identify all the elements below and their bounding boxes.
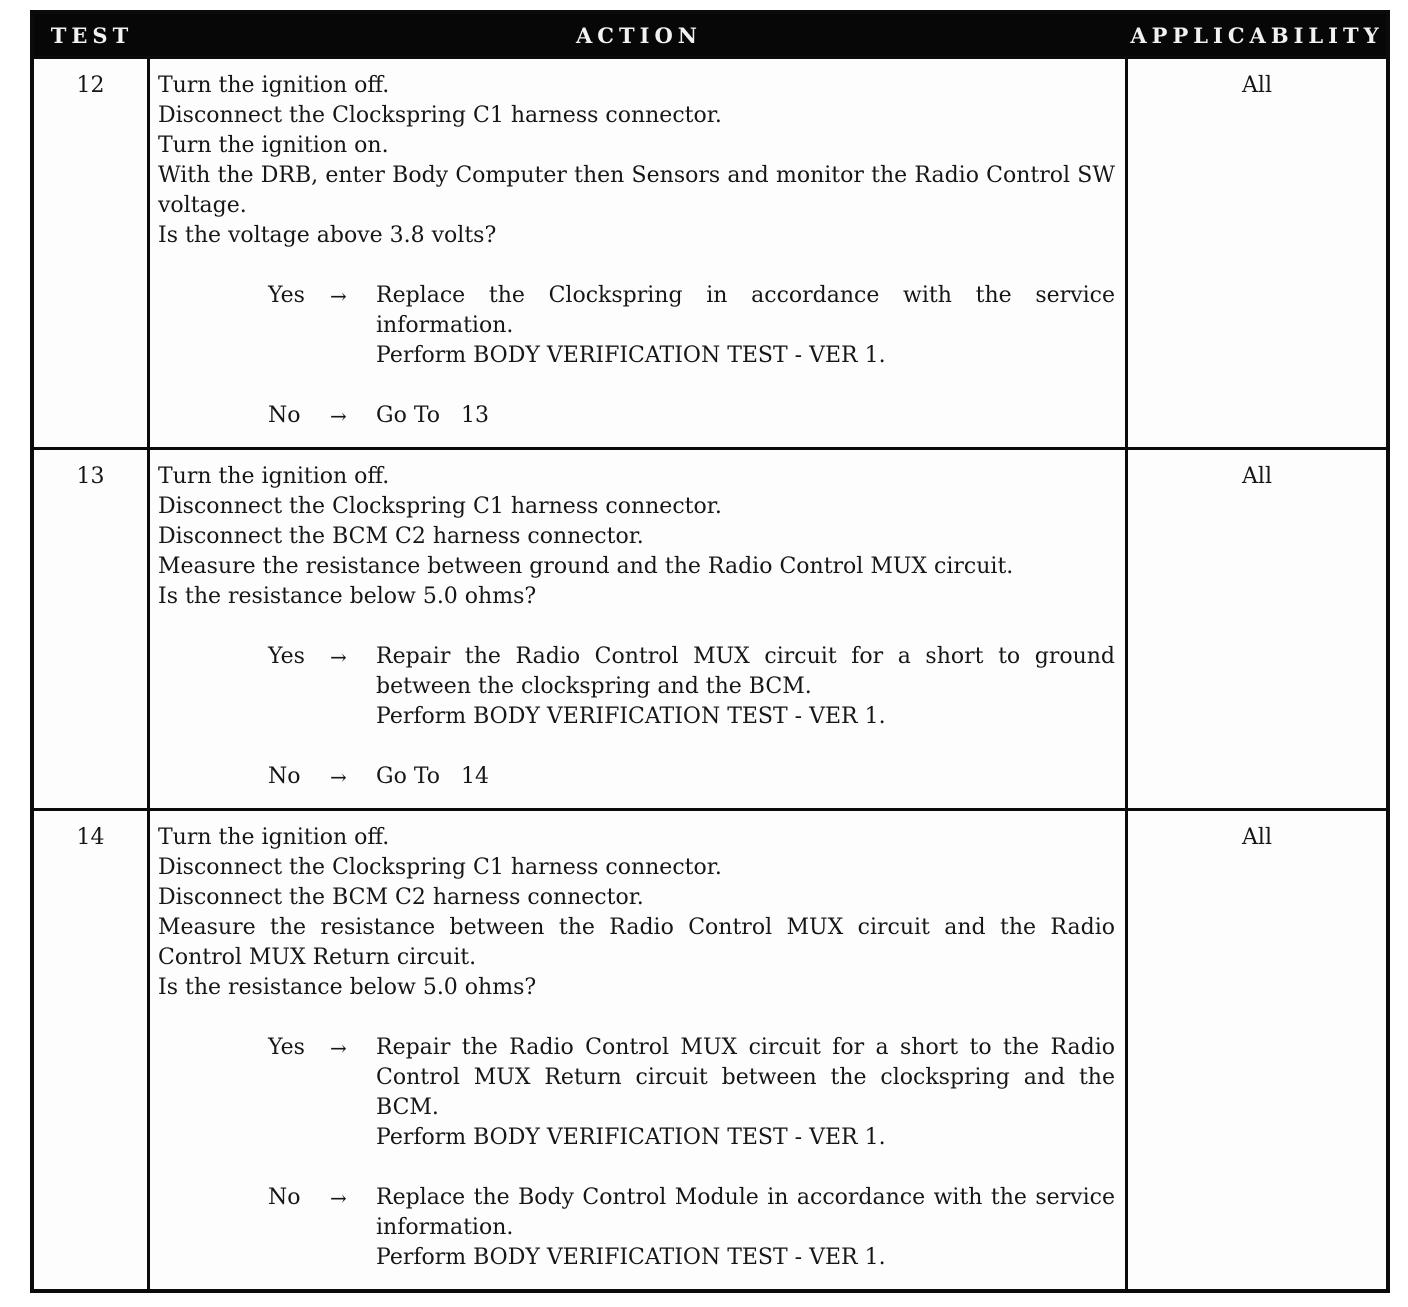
outcome-text: [376, 642, 1122, 732]
outcome-yes: [268, 281, 1122, 371]
test-number: 13: [34, 450, 150, 808]
outcome-label: Yes: [268, 644, 305, 669]
outcome-no: [268, 762, 1115, 792]
diagnostic-test-table: [30, 10, 1390, 1293]
applicability-value: All: [1242, 464, 1272, 489]
action-steps: [158, 462, 1115, 612]
action-step: Turn the ignition off.: [158, 73, 390, 98]
outcome-label: No: [268, 764, 301, 789]
outcome-no: [268, 1183, 1122, 1273]
outcome-label: Yes: [268, 283, 305, 308]
outcome-line: Perform BODY VERIFICATION TEST - VER 1.: [376, 343, 886, 368]
action-step: Disconnect the Clockspring C1 harness connector.: [158, 494, 722, 519]
action-step: Disconnect the BCM C2 harness connector.: [158, 885, 644, 910]
applicability-value: All: [1242, 825, 1272, 850]
arrow-right-icon: →: [330, 284, 347, 308]
outcome-label: Yes: [268, 1035, 305, 1060]
table-header-row: [34, 14, 1386, 56]
outcome-text: [376, 762, 1115, 792]
header-applicability: APPLICABILITY: [1130, 22, 1384, 48]
test-number: 12: [34, 59, 150, 447]
outcome-yes: [268, 642, 1122, 732]
outcome-text: [376, 1033, 1122, 1153]
table-body: [34, 56, 1386, 1289]
outcome-label: No: [268, 403, 301, 428]
action-cell: [150, 450, 1128, 808]
header-action: ACTION: [576, 22, 702, 48]
outcome-line: Perform BODY VERIFICATION TEST - VER 1.: [376, 704, 886, 729]
action-outcomes: [158, 281, 1122, 431]
action-step: Disconnect the BCM C2 harness connector.: [158, 524, 644, 549]
outcome-text: [376, 281, 1122, 371]
applicability-value: All: [1242, 73, 1272, 98]
outcome-line: Replace the Body Control Module in accordance with the service information.: [376, 1185, 1122, 1240]
outcome-text: [376, 1183, 1122, 1273]
outcome-no: [268, 401, 1115, 431]
action-step: With the DRB, enter Body Computer then Sensors and monitor the Radio Control SW voltage.: [158, 163, 1115, 218]
outcome-line: Repair the Radio Control MUX circuit for a short to ground between the clockspring and the BCM.: [376, 644, 1122, 699]
action-step: Is the resistance below 5.0 ohms?: [158, 584, 537, 609]
action-steps: [158, 823, 1115, 1003]
outcome-line: Perform BODY VERIFICATION TEST - VER 1.: [376, 1245, 886, 1270]
test-number: 14: [34, 811, 150, 1289]
header-test: TEST: [50, 22, 134, 48]
arrow-right-icon: →: [330, 765, 347, 789]
outcome-line: Go To 13: [376, 403, 489, 428]
action-step: Disconnect the Clockspring C1 harness connector.: [158, 103, 722, 128]
table-row: [34, 447, 1386, 808]
action-cell: [150, 59, 1128, 447]
action-step: Is the resistance below 5.0 ohms?: [158, 975, 537, 1000]
table-row: [34, 808, 1386, 1289]
action-step: Turn the ignition on.: [158, 133, 389, 158]
arrow-right-icon: →: [330, 404, 347, 428]
action-step: Turn the ignition off.: [158, 825, 390, 850]
action-step: Turn the ignition off.: [158, 464, 390, 489]
action-steps: [158, 71, 1115, 251]
arrow-right-icon: →: [330, 1186, 347, 1210]
action-step: Is the voltage above 3.8 volts?: [158, 223, 497, 248]
outcome-label: No: [268, 1185, 301, 1210]
outcome-line: Replace the Clockspring in accordance with the service information.: [376, 283, 1122, 338]
outcome-line: Go To 14: [376, 764, 489, 789]
outcome-text: [376, 401, 1115, 431]
arrow-right-icon: →: [330, 645, 347, 669]
arrow-right-icon: →: [330, 1036, 347, 1060]
action-step: Measure the resistance between the Radio Control MUX circuit and the Radio Control MUX Return circuit.: [158, 915, 1115, 970]
action-cell: [150, 811, 1128, 1289]
outcome-line: Repair the Radio Control MUX circuit for a short to the Radio Control MUX Return circuit between the clockspring and the BCM.: [376, 1035, 1122, 1120]
action-outcomes: [158, 1033, 1122, 1273]
outcome-yes: [268, 1033, 1122, 1153]
table-row: [34, 56, 1386, 447]
action-step: Disconnect the Clockspring C1 harness connector.: [158, 855, 722, 880]
action-step: Measure the resistance between ground and the Radio Control MUX circuit.: [158, 554, 1014, 579]
outcome-line: Perform BODY VERIFICATION TEST - VER 1.: [376, 1125, 886, 1150]
action-outcomes: [158, 642, 1122, 792]
